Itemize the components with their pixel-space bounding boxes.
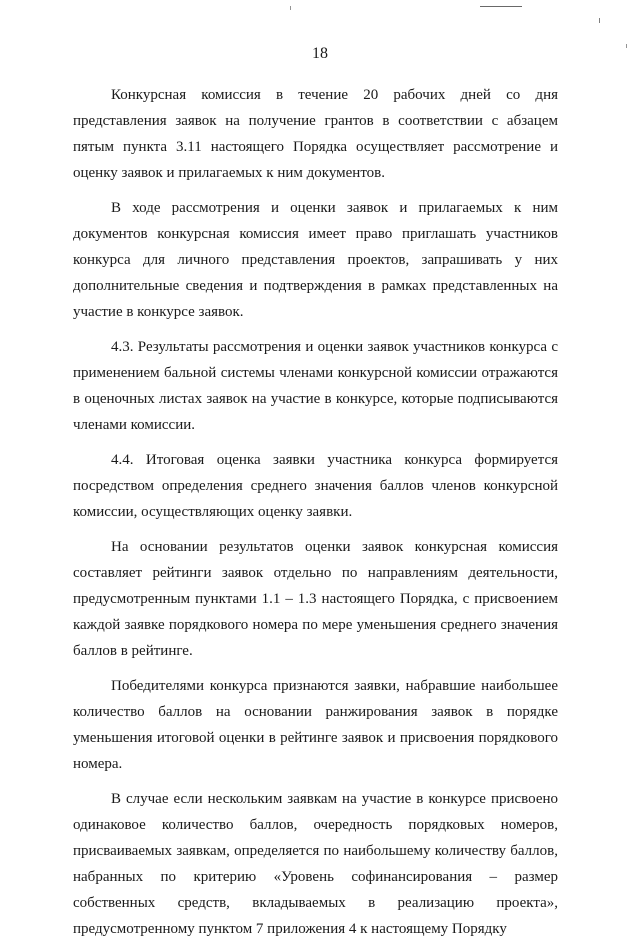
scan-artifact — [480, 6, 522, 7]
paragraph: Победителями конкурса признаются заявки, набравшие наибольшее количество баллов на основании ранжирования заявок в порядке уменьшения итоговой оценки в рейтинге заявок и присвоения порядкового номера. — [73, 678, 558, 772]
scan-artifact — [290, 6, 291, 10]
paragraph: Конкурсная комиссия в течение 20 рабочих дней со дня представления заявок на получение грантов в соответствии с абзацем пятым пункта 3.11 настоящего Порядка осуществляет рассмотрение и оценку заявок и прилагаемых к ним документов. — [73, 87, 558, 181]
paragraph: В ходе рассмотрения и оценки заявок и прилагаемых к ним документов конкурсная комиссия имеет право приглашать участников конкурса для личного представления проектов, запрашивать у них дополнительные сведения и подтверждения в рамках представленных на участие в конкурсе заявок. — [73, 200, 558, 320]
scan-artifact — [599, 18, 600, 23]
paragraph: На основании результатов оценки заявок конкурсная комиссия составляет рейтинги заявок отдельно по направлениям деятельности, предусмотренным пунктами 1.1 – 1.3 настоящего Порядка, с присвоением каждой заявке порядкового номера по мере уменьшения среднего значения баллов в рейтинге. — [73, 539, 558, 659]
paragraph: 4.3. Результаты рассмотрения и оценки заявок участников конкурса с применением бальной системы членами конкурсной комиссии отражаются в оценочных листах заявок на участие в конкурсе, которые подписываются членами комиссии. — [73, 339, 558, 433]
document-body — [73, 82, 558, 951]
page-number: 18 — [312, 45, 328, 62]
paragraph: 4.4. Итоговая оценка заявки участника конкурса формируется посредством определения среднего значения баллов членов конкурсной комиссии, осуществляющих оценку заявки. — [73, 452, 558, 520]
paragraph: В случае если нескольким заявкам на участие в конкурсе присвоено одинаковое количество баллов, очередность порядковых номеров, присваиваемых заявкам, определяется по наибольшему количеству баллов, набранных по критерию «Уровень софинансирования – размер собственных средств, вкладываемых в реализацию проекта», предусмотренному пунктом 7 приложения 4 к настоящему Порядку — [73, 791, 558, 937]
